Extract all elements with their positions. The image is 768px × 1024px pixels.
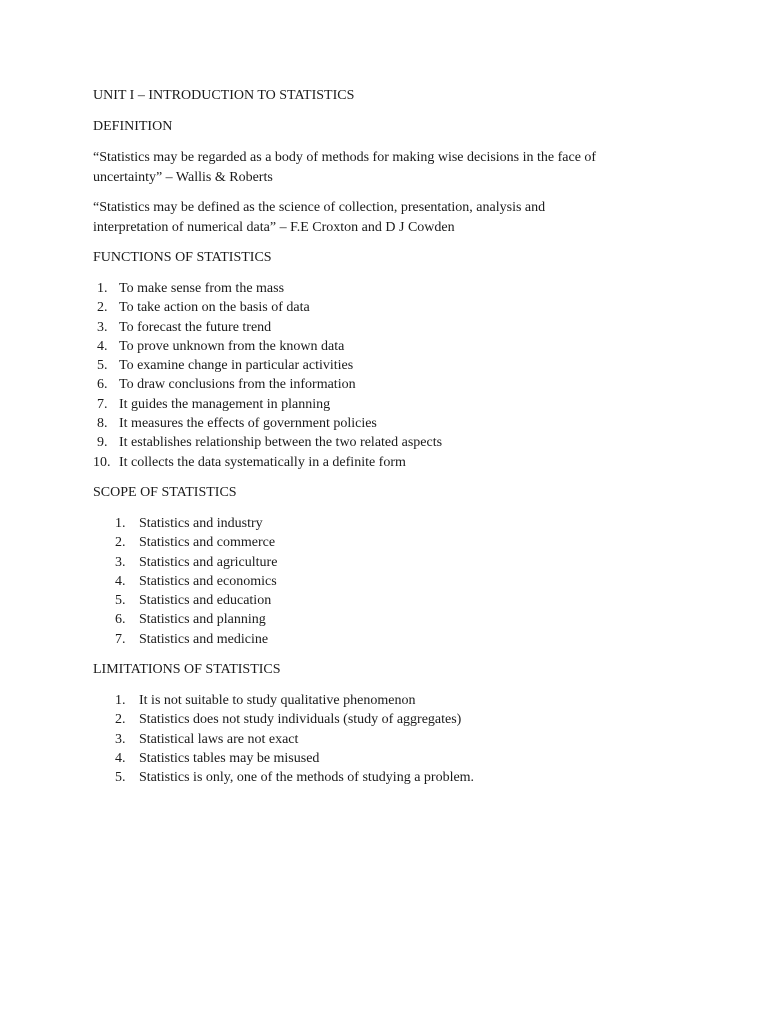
list-item [93,749,683,768]
list-item [93,591,683,610]
list-item-text: It guides the management in planning [119,396,331,412]
list-item-number: 5. [97,358,108,374]
list-item-number: 1. [115,515,126,531]
list-item [93,318,683,337]
list-item-text: Statistics and commerce [139,535,276,551]
list-item [93,337,683,356]
list-item-text: Statistics does not study individuals (study of aggregates) [139,712,462,728]
functions-list [93,279,683,472]
list-item-number: 1. [115,693,126,709]
list-item [93,630,683,649]
list-item [93,553,683,572]
list-item [93,572,683,591]
list-item-number: 7. [97,396,108,412]
list-item-number: 2. [115,535,126,551]
list-item [93,610,683,629]
list-item-text: Statistics and planning [139,612,266,628]
list-item-number: 3. [97,319,108,335]
list-item [93,395,683,414]
list-item-text: Statistics and education [139,593,272,609]
list-item [93,414,683,433]
definition-heading: DEFINITION [93,119,173,134]
list-item-number: 1. [97,281,108,296]
list-item-text: It establishes relationship between the two related aspects [119,435,443,451]
list-item-text: Statistics is only, one of the methods of studying a problem. [139,770,475,786]
list-item [93,433,683,452]
scope-heading: SCOPE OF STATISTICS [93,484,237,500]
list-item-text: To examine change in particular activities [119,358,354,374]
list-item-text: Statistics and economics [139,573,277,589]
list-item-number: 9. [97,435,108,451]
quote-2-line-1: “Statistics may be defined as the science of collection, presentation, analysis and [93,200,546,215]
list-item [93,375,683,394]
list-item [93,691,683,710]
list-item [93,768,683,787]
definition-quote-2 [93,198,683,237]
quote-1-line-2: uncertainty” – Wallis & Roberts [93,169,273,185]
list-item-number: 6. [115,612,126,628]
list-item-text: It collects the data systematically in a definite form [119,454,406,470]
list-item-number: 4. [97,338,108,354]
list-item [93,279,683,298]
quote-2-line-2: interpretation of numerical data” – F.E Croxton and D J Cowden [93,219,455,235]
list-item-text: Statistics tables may be misused [139,750,320,766]
list-item-text: It measures the effects of government policies [119,416,377,432]
list-item-text: Statistics and medicine [139,631,269,647]
list-item-text: To forecast the future trend [119,319,272,335]
list-item-number: 5. [115,593,126,609]
limitations-list [93,691,683,787]
list-item-number: 4. [115,573,126,589]
list-item-text: To prove unknown from the known data [119,338,345,354]
list-item [93,298,683,317]
list-item-number: 8. [97,416,108,432]
document-page [93,86,683,788]
list-item-text: Statistical laws are not exact [139,731,299,747]
list-item-text: Statistics and agriculture [139,554,278,570]
list-item-number: 2. [115,712,126,728]
list-item-number: 7. [115,631,126,647]
list-item [93,533,683,552]
functions-heading: FUNCTIONS OF STATISTICS [93,250,272,265]
list-item-text: To take action on the basis of data [119,300,310,316]
list-item [93,514,683,533]
list-item-text: It is not suitable to study qualitative phenomenon [139,693,416,709]
list-item-number: 5. [115,770,126,786]
list-item [93,453,683,472]
list-item-number: 10. [93,454,111,470]
list-item [93,356,683,375]
list-item [93,710,683,729]
list-item-number: 2. [97,300,108,316]
list-item-number: 3. [115,554,126,570]
limitations-heading: LIMITATIONS OF STATISTICS [93,662,281,678]
quote-1-line-1: “Statistics may be regarded as a body of methods for making wise decisions in the face of [93,150,597,165]
list-item-number: 3. [115,731,126,747]
list-item-number: 6. [97,377,108,393]
list-item-text: To make sense from the mass [119,281,285,296]
list-item-text: To draw conclusions from the information [119,377,356,393]
list-item [93,730,683,749]
list-item-text: Statistics and industry [139,515,263,531]
scope-list [93,514,683,649]
list-item-number: 4. [115,750,126,766]
definition-quote-1 [93,148,683,187]
page-title: UNIT I – INTRODUCTION TO STATISTICS [93,88,355,103]
